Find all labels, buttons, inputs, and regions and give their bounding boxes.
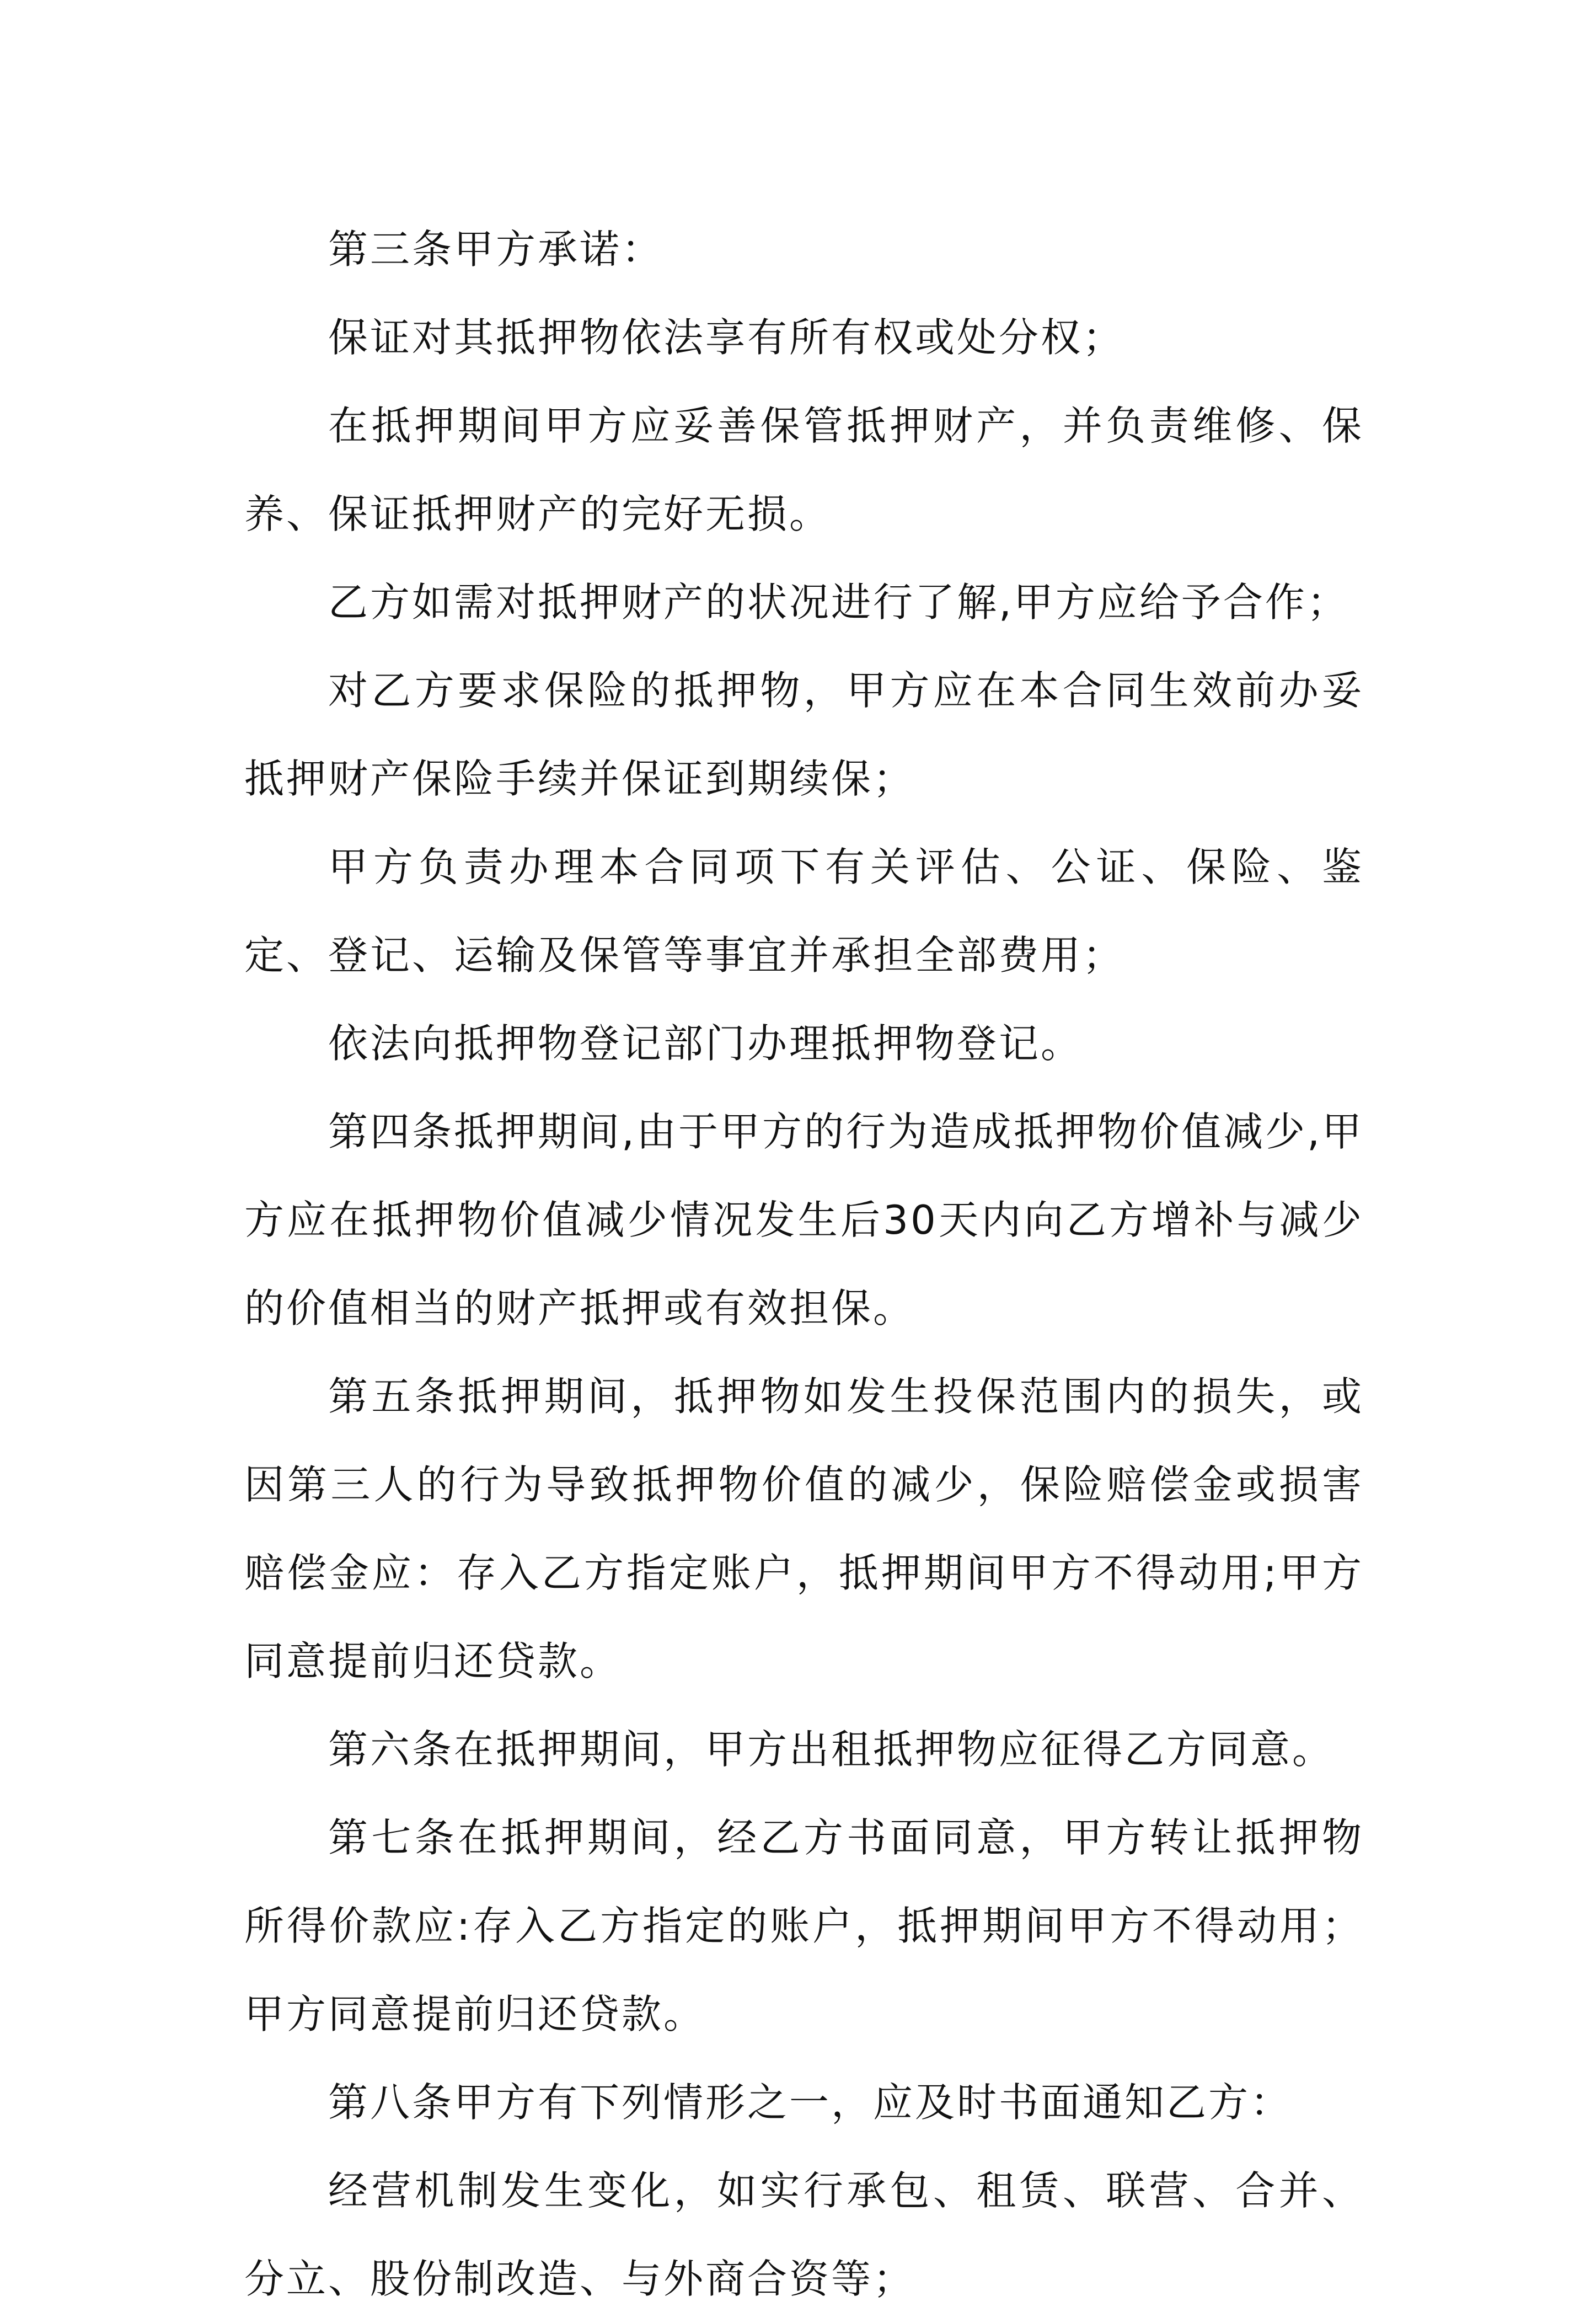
paragraph-mechanism-change: 经营机制发生变化，如实行承包、租赁、联营、合并、分立、股份制改造、与外商合资等； [244, 2167, 1364, 2302]
paragraph-article-7: 第七条在抵押期间，经乙方书面同意，甲方转让抵押物所得价款应:存入乙方指定的账户，抵押期间甲方不得动用；甲方同意提前归还贷款。 [244, 1814, 1364, 2037]
paragraph-fees: 甲方负责办理本合同项下有关评估、公证、保险、鉴定、登记、运输及保管等事宜并承担全部费用； [244, 844, 1364, 978]
paragraph-article-3-heading: 第三条甲方承诺： [328, 226, 664, 272]
paragraph-registration: 依法向抵押物登记部门办理抵押物登记。 [328, 1020, 1083, 1067]
document-body [244, 205, 1364, 2323]
paragraph-insurance: 对乙方要求保险的抵押物，甲方应在本合同生效前办妥抵押财产保险手续并保证到期续保； [244, 667, 1364, 802]
paragraph-article-4: 第四条抵押期间,由于甲方的行为造成抵押物价值减少,甲方应在抵押物价值减少情况发生后30天内向乙方增补与减少的价值相当的财产抵押或有效担保。 [244, 1109, 1364, 1331]
paragraph-article-6: 第六条在抵押期间，甲方出租抵押物应征得乙方同意。 [328, 1726, 1335, 1773]
paragraph-cooperation: 乙方如需对抵押财产的状况进行了解,甲方应给予合作； [328, 579, 1349, 625]
paragraph-article-5: 第五条抵押期间，抵押物如发生投保范围内的损失，或因第三人的行为导致抵押物价值的减少，保险赔偿金或损害赔偿金应：存入乙方指定账户，抵押期间甲方不得动用;甲方同意提前归还贷款。 [244, 1373, 1364, 1684]
paragraph-custody-maintenance: 在抵押期间甲方应妥善保管抵押财产，并负责维修、保养、保证抵押财产的完好无损。 [244, 403, 1364, 537]
paragraph-article-8: 第八条甲方有下列情形之一，应及时书面通知乙方： [328, 2079, 1293, 2126]
paragraph-ownership-guarantee: 保证对其抵押物依法享有所有权或处分权； [328, 314, 1125, 361]
